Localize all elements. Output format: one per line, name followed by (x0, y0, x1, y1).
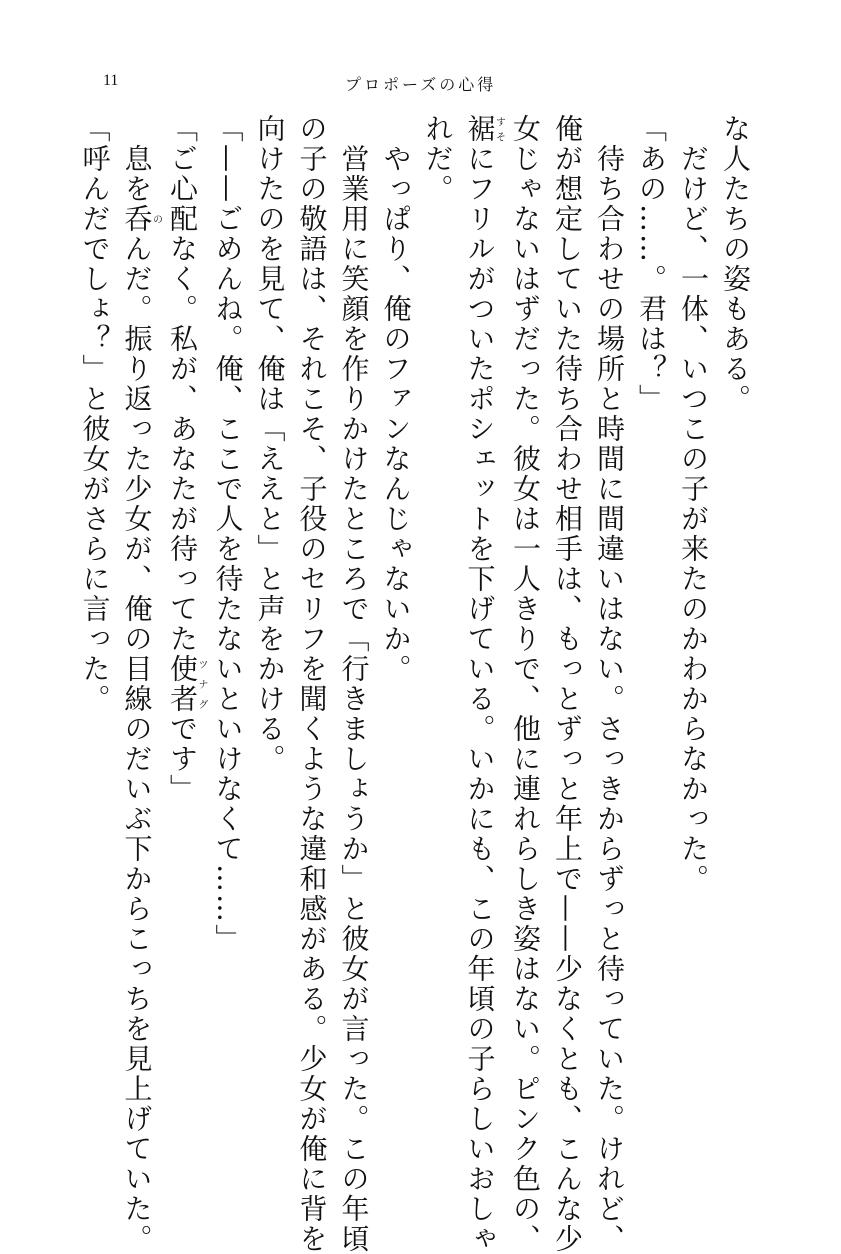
text-line: 待ち合わせの場所と時間に間違いはない。さっきからずっと待っていた。けれど、 (593, 144, 626, 1254)
text-line: 女じゃないはずだった。彼女は一人きりで、他に連れらしき姿はない。ピンク色の、 (509, 114, 542, 1254)
text-line (161, 114, 207, 1124)
text-line: 向けたのを見て、俺は「ええと」と声をかける。 (253, 114, 287, 774)
text-line: だけど、一体、いつこの子が来たのかわからなかった。 (677, 144, 710, 894)
line-text: 「ご心配なく。私が、あなたが待ってた (166, 114, 199, 654)
ruby-word (166, 654, 207, 714)
ruby-word (120, 204, 162, 234)
ruby-base: 呑 (120, 204, 154, 234)
line-text: にフリルがついたポシェットを下げている。いかにも、この年頃の子らしいおしゃ (463, 144, 497, 1254)
ruby-reading: ツナグ (196, 654, 207, 714)
text-line: 「あの……。君は？」 (635, 114, 668, 414)
novel-body-text (78, 114, 756, 1254)
text-line (116, 114, 162, 1254)
ruby-base: 裾 (463, 114, 497, 144)
ruby-reading: すそ (493, 114, 505, 144)
text-line (459, 114, 505, 1254)
text-line: 「呼んだでしょ？」と彼女がさらに言った。 (78, 114, 112, 714)
text-line: な人たちの姿もある。 (719, 114, 752, 414)
ruby-reading: の (150, 204, 162, 234)
ruby-word (463, 114, 505, 144)
text-line: の子の敬語は、それこそ、子役のセリフを聞くような違和感がある。少女が俺に背を (295, 114, 329, 1254)
line-text: 息を (120, 144, 154, 204)
text-line: 俺が想定していた待ち合わせ相手は、もっとずっと年上で——少なくとも、こんな少 (551, 114, 584, 1254)
line-text: んだ。振り返った少女が、俺の目線のだいぶ下からこっちを見上げていた。 (120, 234, 154, 1254)
running-title: プロポーズの心得 (345, 75, 497, 94)
text-line: やっぱり、俺のファンなんじゃないか。 (379, 144, 413, 684)
page-number: 11 (103, 72, 119, 89)
text-line: 「——ごめんね。俺、ここで人を待たないといけなくて……」 (211, 114, 245, 954)
text-line: れだ。 (421, 114, 455, 204)
page-header (0, 72, 841, 96)
text-line: 営業用に笑顔を作りかけたところで「行きましょうか」と彼女が言った。この年頃 (337, 144, 371, 1254)
line-text: です」 (166, 714, 199, 804)
ruby-base: 使者 (166, 654, 199, 714)
